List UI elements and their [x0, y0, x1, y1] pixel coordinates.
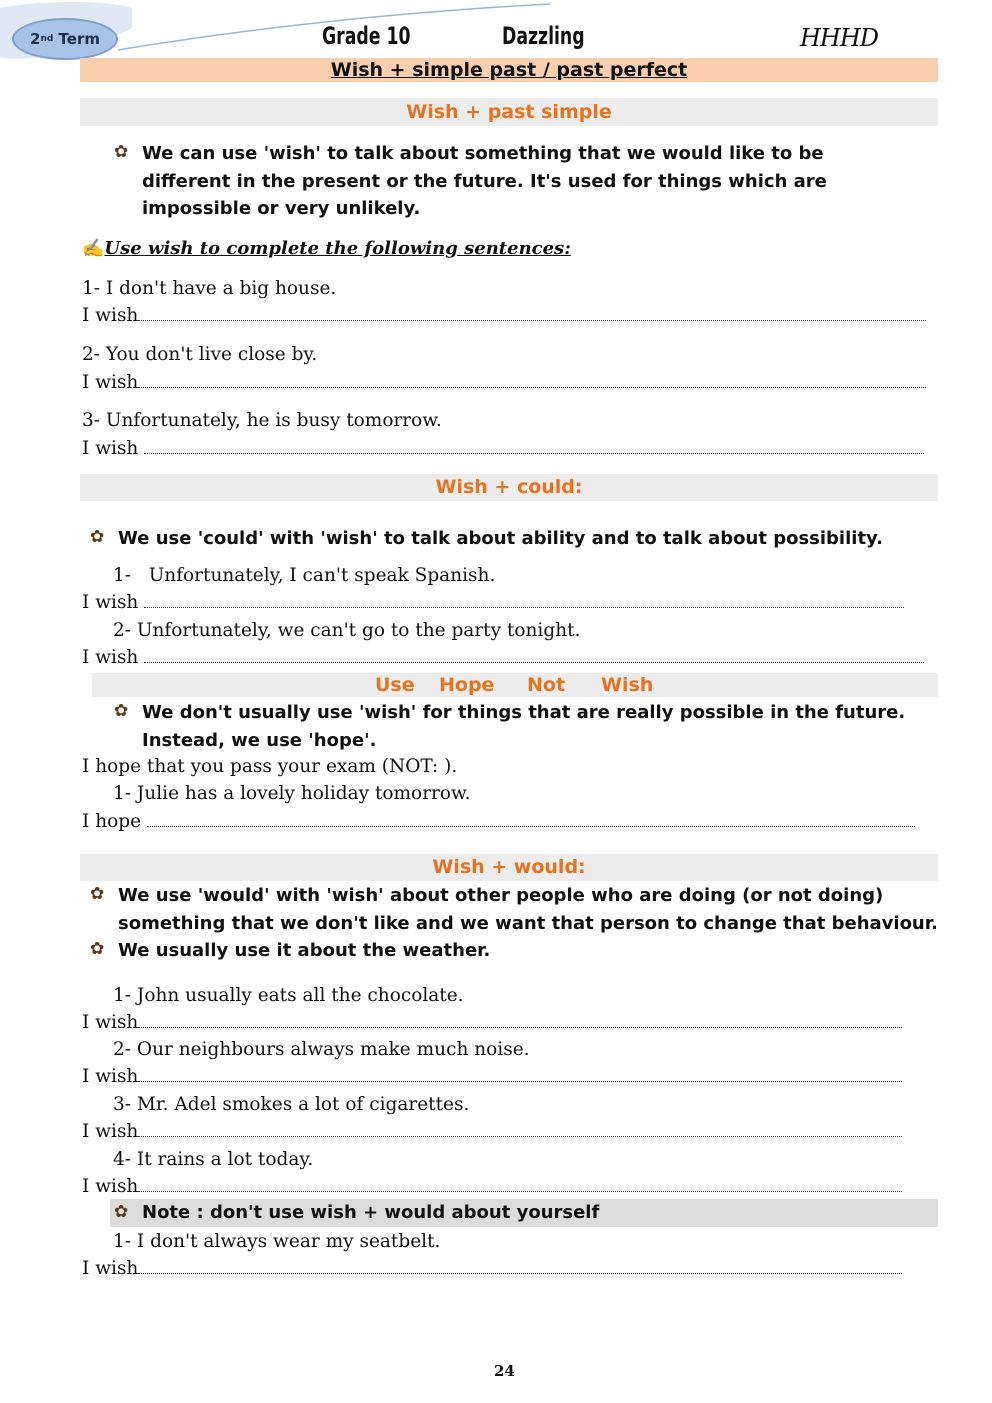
section-heading-hope: Use Hope Not Wish [92, 673, 938, 697]
answer-line[interactable]: I wish [82, 372, 926, 394]
page-title-band [80, 58, 938, 82]
book-title: Dazzling [502, 22, 585, 50]
answer-line[interactable]: I wish [82, 1258, 902, 1280]
rule-hope: We don't usually use 'wish' for things that are really possible in the future. Instead, we use 'hope'. [142, 702, 906, 751]
exercise-prompt: 1- Unfortunately, I can't speak Spanish. [113, 565, 496, 586]
exercise-prompt: 1- I don't have a big house. [82, 278, 337, 299]
page-title: Wish + simple past / past perfect [330, 59, 688, 81]
example-sentence: I hope that you pass your exam (NOT: ). [82, 756, 458, 777]
answer-line[interactable]: I hope [82, 811, 915, 833]
answer-line[interactable]: I wish [82, 1176, 902, 1198]
bullet-icon: ✿ [114, 701, 129, 721]
grade-label: Grade 10 [322, 22, 411, 50]
term-word: Term [58, 30, 100, 48]
rule-weather: We usually use it about the weather. [118, 940, 491, 961]
signature: HHHD [800, 24, 879, 52]
exercise-prompt: 2- Unfortunately, we can't go to the party tonight. [113, 620, 581, 641]
instruction: ✍Use wish to complete the following sentences: [82, 238, 571, 259]
answer-line[interactable]: I wish [82, 592, 904, 614]
term-badge [12, 18, 118, 60]
exercise-prompt: 3- Mr. Adel smokes a lot of cigarettes. [113, 1094, 470, 1115]
exercise-prompt: 1- John usually eats all the chocolate. [113, 985, 464, 1006]
rule-past-simple: We can use 'wish' to talk about something that we would like to be different in the present or the future. It's used for things which are impossible or very unlikely. [142, 143, 827, 219]
term-suffix: nd [40, 34, 54, 44]
note-text: Note : don't use wish + would about yourself [142, 1202, 600, 1223]
bullet-icon: ✿ [90, 527, 105, 547]
bullet-icon: ✿ [114, 1202, 129, 1222]
exercise-prompt: 2- Our neighbours always make much noise. [113, 1039, 530, 1060]
section-heading-would: Wish + would: [80, 854, 938, 881]
note-band [110, 1199, 938, 1227]
answer-line[interactable]: I wish [82, 438, 924, 460]
answer-line[interactable]: I wish [82, 1121, 902, 1143]
page-number: 24 [494, 1362, 515, 1380]
bullet-icon: ✿ [90, 884, 105, 904]
exercise-prompt: 3- Unfortunately, he is busy tomorrow. [82, 410, 442, 431]
exercise-prompt: 1- I don't always wear my seatbelt. [113, 1231, 441, 1252]
exercise-prompt: 4- It rains a lot today. [113, 1149, 314, 1170]
exercise-prompt: 2- You don't live close by. [82, 344, 318, 365]
section-heading-could: Wish + could: [80, 474, 938, 501]
rule-would: We use 'would' with 'wish' about other people who are doing (or not doing) something that we don't like and we want that person to change that behaviour. [118, 885, 938, 934]
bullet-icon: ✿ [90, 939, 105, 959]
answer-line[interactable]: I wish [82, 305, 926, 327]
bullet-icon: ✿ [114, 142, 129, 162]
section-heading-past-simple: Wish + past simple [80, 98, 938, 126]
exercise-prompt: 1- Julie has a lovely holiday tomorrow. [113, 783, 471, 804]
pencil-icon: ✍ [82, 238, 105, 259]
term-number: 2 [30, 30, 41, 48]
answer-line[interactable]: I wish [82, 647, 924, 669]
answer-line[interactable]: I wish [82, 1012, 902, 1034]
answer-line[interactable]: I wish [82, 1066, 902, 1088]
rule-could: We use 'could' with 'wish' to talk about ability and to talk about possibility. [118, 528, 883, 549]
